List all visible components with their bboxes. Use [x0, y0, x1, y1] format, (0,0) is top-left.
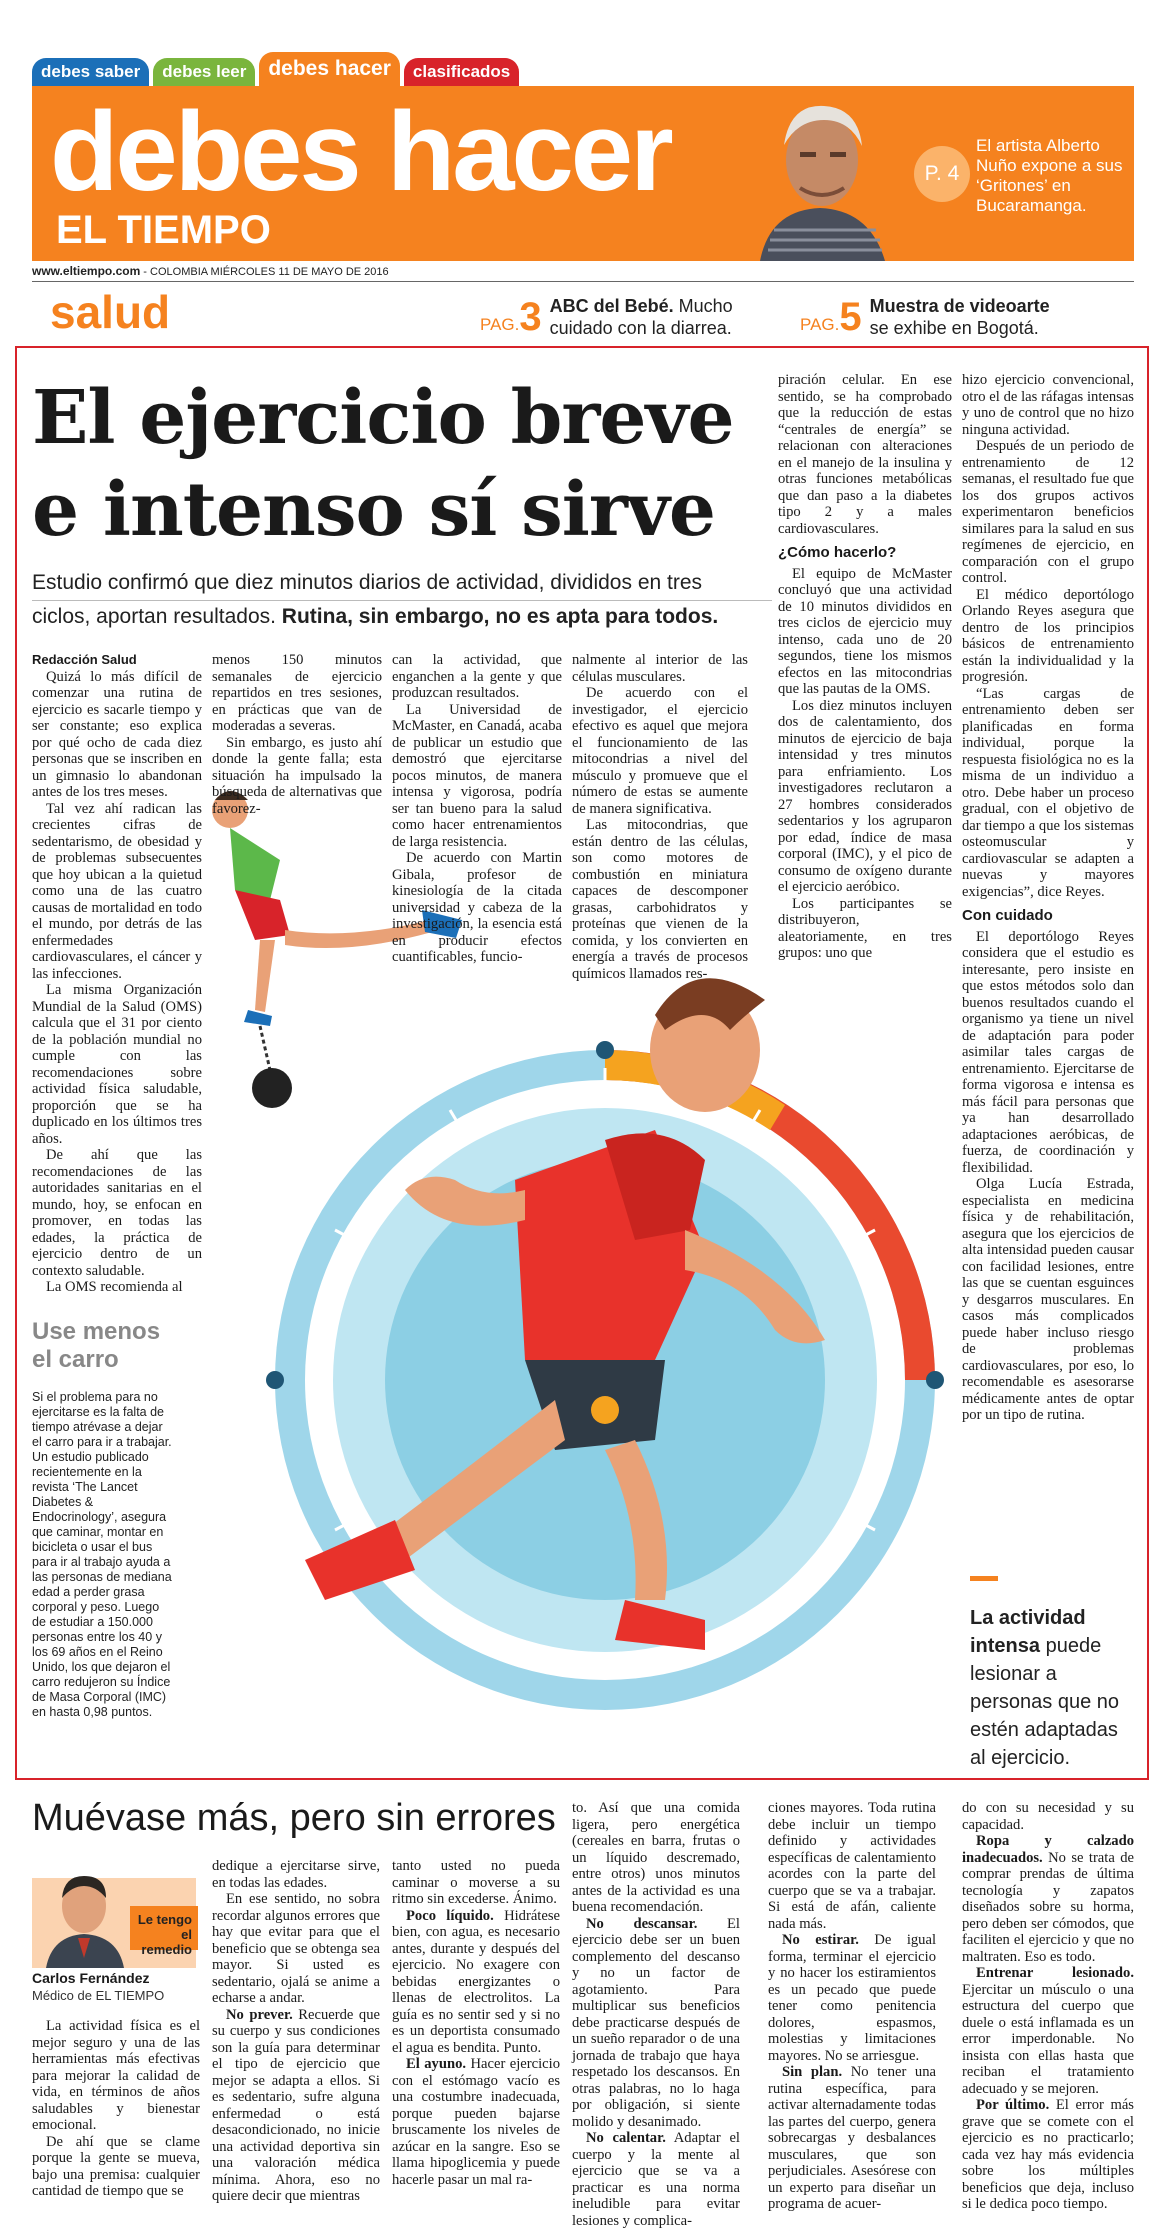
masthead-title: debes hacer	[50, 89, 671, 214]
article-column-1: Redacción Salud Quizá lo más difícil de comenzar una rutina de ejercicio es sacarle tiempo y ser constante; eso explica por qué ocho de cada diez personas que se inscriben en un gimnasio lo abandonan antes de los tres meses. Tal vez ahí radican las crecientes cifras de sedentarismo, de obesidad y de problemas subsecuentes que hoy ubican a la quietud como una de las cuatro causas de mortalidad en todo el mundo, por detrás de las enfermedades cardiovasculares, el cáncer y las infecciones. La misma Organización Mundial de la Salud (OMS) calcula que el 31 por ciento de la población mundial no cumple con las recomendaciones sobre actividad física saludable, proporción que se ha duplicado en los últimos tres años. De ahí que las recomendaciones de las autoridades sanitarias en el mundo, hoy, se enfocan en promover, en todas las edades, la práctica de ejercicio dentro de un contexto saludable. La OMS recomienda al	[32, 652, 202, 1295]
site-url[interactable]: www.eltiempo.com	[32, 264, 141, 278]
tab-debes-saber[interactable]: debes saber	[32, 58, 149, 86]
pull-quote-bar	[970, 1576, 998, 1581]
article-column-5: piración celular. En ese sentido, se ha comprobado que la reducción de estas “centrales de energía” se relacionan con alteraciones en el manejo de la insulina y otras funciones metabólicas que dan paso a la diabetes tipo 2 y a males cardiovasculares. ¿Cómo hacerlo? El equipo de McMaster concluyó que una actividad de 10 minutos divididos en tres ciclos de ejercicio muy intenso, cada uno de 20 segundos, tiene los mismos efectos en las mitocondrias que las pautas de la OMS. Los diez minutos incluyen dos de calentamiento, dos minutos de ejercicio de baja intensidad y tres minutos para enfriamiento. Los investigadores reclutaron a 27 hombres considerados sedentarios y los agruparon por edad, índice de masa corporal (IMC), y el pico de consumo de oxígeno durante el ejercicio aeróbico. Los participantes se distribuyeron, aleatoriamente, en tres grupos: uno que	[778, 372, 952, 961]
site-dateline	[32, 264, 389, 278]
column-text-2: dedique a ejercitarse sirve, en todas las edades. En ese sentido, no sobra recordar algunos errores que hay que evitar para que el beneficio que se obtenga sea mayor. Si usted es sedentario, ojalá se anime a echarse a andar. No prever. Recuerde que su cuerpo y sus condiciones son la guía para determinar el tipo de ejercicio que mejor se adapta a ellos. Si es sedentario, sufre alguna enfermedad o está desacondicionado, no inicie una actividad deportiva sin una valoración médica mínima. Ahora, eso no quiere decir que mientras	[212, 1858, 380, 2204]
subhead-con-cuidado: Con cuidado	[962, 907, 1053, 924]
teaser-2-text: Muestra de videoarte se exhibe en Bogotá.	[869, 296, 1050, 338]
column-text-3: tanto usted no pueda caminar o moverse a su ritmo sin excederse. Ánimo. Poco líquido. Hidrátese bien, con agua, es necesario antes, durante y después del ejercicio. No exagere con bebidas energizantes o llenas de electrolitos. La guía es no sentir sed y si no es un deportista consumado el agua es bendita. Punto. El ayuno. Hacer ejercicio con el estómago vacío es una costumbre inadecuada, porque pueden bajarse bruscamente los niveles de azúcar en la sangre. Eso se llama hipoglicemia y puede hacerle pasar un mal ra-	[392, 1858, 561, 2188]
teaser-1[interactable]	[480, 295, 733, 340]
column-text-5: ciones mayores. Toda rutina debe incluir un tiempo definido y actividades específicas de calentamiento acordes con la parte del cuerpo que se va a trabajar. Si está de afán, caliente nada más. No estirar. De igual forma, terminar el ejercicio y no hacer los estiramientos es un pecado que puede tener como penitencia dolores, espasmos, molestias y limitaciones mayores. No se arriesgue. Sin plan. No tener una rutina específica, para activar alternadamente todas las partes del cuerpo, genera sobrecargas y desbalances musculares, que son perjudiciales. Asesórese con un experto para diseñar un programa de acuer-	[768, 1800, 936, 2212]
column-badge: Le tengo el remedio	[130, 1906, 198, 1950]
section-title: salud	[50, 286, 171, 338]
teaser-2[interactable]	[800, 295, 1050, 340]
article-column-3: can la actividad, que enganchen a la gente y que produzcan resultados. La Universidad de McMaster, en Canadá, acaba de publicar un estudio que demostró que ejercitarse pocos minutos, de manera intensa y vigorosa, podría ser tan bueno para la salud como hacer entrenamientos de larga resistencia. De acuerdo con Martin Gibala, profesor de kinesiología de la citada universidad y cabeza de la investigación, la esencia está en producir efectos cuantificables, funcio-	[392, 652, 562, 965]
column-headline: Muévase más, pero sin errores	[32, 1797, 556, 1839]
deck-rule	[32, 600, 772, 601]
section-tabs	[32, 52, 519, 86]
tab-clasificados[interactable]: clasificados	[404, 58, 519, 86]
header-rule	[32, 281, 1134, 282]
article-deck: Estudio confirmó que diez minutos diarios de actividad, divididos en tres ciclos, aportan resultados. Rutina, sin embargo, no es apta para todos.	[32, 571, 719, 628]
masthead-subtitle: EL TIEMPO	[56, 208, 271, 252]
column-text-4: to. Así que una comida ligera, pero energética (cereales en barra, frutas o un líquido descremado, entre otros) unos minutos antes de la actividad es una buena recomendación. No descansar. El ejercicio debe ser un buen complemento del descanso y no un factor de agotamiento. Para multiplicar sus beneficios debe practicarse después de un sueño reparador o de una jornada de trabajo que haya respetado los descansos. En otras palabras, no lo haga por obligación, si siente molido y desanimado. No calentar. Adaptar el cuerpo y la mente al ejercicio que se va a practicar es una norma ineludible para evitar lesiones y complica-	[572, 1800, 740, 2229]
article-column-4: nalmente al interior de las células musculares. De acuerdo con el investigador, el ejercicio efectivo es aquel que mejora el funcionamiento de las mitocondrias a nivel del músculo y promueve que el número de estas se aumente de manera significativa. Las mitocondrias, que están dentro de las células, son como motores de combustión en miniatura capaces de descomponer grasas, carbohidratos y proteínas que vienen de la comida, y los convierten en energía a través de procesos químicos llamados res-	[572, 652, 748, 982]
sidebar-text: Si el problema para no ejercitarse es la falta de tiempo atrévase a dejar el carro para ir a trabajar. Un estudio publicado recientemente en la revista ‘The Lancet Diabetes & Endocrinology’, asegura que caminar, montar en bicicleta o usar el bus para ir al trabajo ayuda a las personas de mediana edad a perder grasa corporal y peso. Luego de estudiar a 150.000 personas entre los 40 y los 69 años en el Reino Unido, los que dejaron el carro redujeron su Índice de Masa Corporal (IMC) en hasta 0,98 puntos.	[32, 1390, 172, 1719]
dateline: - COLOMBIA MIÉRCOLES 11 DE MAYO DE 2016	[140, 266, 389, 278]
promo-page-badge[interactable]: P. 4	[914, 146, 970, 202]
article-column-2: menos 150 minutos semanales de ejercicio repartidos en tres sesiones, en prácticas que van de moderadas a severas. Sin embargo, es justo ahí donde la gente falla; esta situación ha impulsado la búsqueda de alternativas que favorez-	[212, 652, 382, 817]
column-text-6: do con su necesidad y su capacidad. Ropa y calzado inadecuados. No se trata de comprar prendas de última tecnología y zapatos diseñados sobre su horma, pero deben ser cómodos, que faciliten el ejercicio y que no maltraten. Eso es todo. Entrenar lesionado. Ejercitar un músculo o una estructura del cuerpo que duele o está inflamada es un error imperdonable. No insista con ellas hasta que reciban el tratamiento adecuado y se mejoren. Por último. El error más grave que se comete con el ejercicio es no practicarlo; cada vez hay más evidencia sobre los múltiples beneficios que deja, incluso si le dedica poco tiempo.	[962, 1800, 1134, 2212]
subhead-como-hacerlo: ¿Cómo hacerlo?	[778, 544, 897, 561]
promo-text[interactable]: El artista Alberto Nuño expone a sus ‘Gritones’ en Bucaramanga.	[976, 136, 1123, 215]
teaser-2-page: PAG.5	[800, 295, 862, 339]
sidebar-title: Use menos el carro	[32, 1318, 161, 1373]
columnist-role: Médico de EL TIEMPO	[32, 1988, 165, 2003]
tab-debes-hacer[interactable]: debes hacer	[259, 52, 400, 86]
article-headline: El ejercicio breve e intenso sí sirve	[32, 375, 734, 553]
article-column-6: hizo ejercicio convencional, otro el de las ráfagas intensas y uno de control que no hizo ninguna actividad. Después de un periodo de entrenamiento de 12 semanas, el resultado fue que los dos grupos activos experimentaron beneficios similares para la salud en sus regímenes de ejercicio, en comparación con el grupo control. El médico deportólogo Orlando Reyes asegura que dentro de los principios básicos de entrenamiento están la individualidad y la progresión. “Las cargas de entrenamiento deben ser planificadas en forma individual, porque la respuesta fisiológica no es la misma de un individuo a otro. Debe haber un proceso gradual, con el objetivo de dar tiempo a que los sistemas osteomuscular y cardiovascular se adapten a nuevas y mayores exigencias”, dice Reyes. Con cuidado El deportólogo Reyes considera que el estudio es interesante, pero insiste en que estos métodos solo dan buenos resultados cuando el organismo ya tiene un nivel de adaptación para poder asimilar tales cargas de entrenamiento. Ejercitarse de forma vigorosa e intensa es más fácil para personas que ya han desarrollado adaptaciones aeróbicas, de fuerza, de coordinación y flexibilidad. Olga Lucía Estrada, especialista en medicina física y de rehabilitación, asegura que los ejercicios de alta intensidad pueden causar con facilidad lesiones, entre las que se cuentan esguinces y desgarros musculares. En casos más complicados puede haber incluso riesgo de problemas cardiovasculares, por eso, lo recomendable es asesorarse médicamente antes de optar por un tipo de rutina.	[962, 372, 1134, 1423]
teaser-1-text: ABC del Bebé. Mucho cuidado con la diarrea.	[549, 296, 733, 338]
column-text-1: La actividad física es el mejor seguro y una de las herramientas más efectivas para mejorar la calidad de vida, en términos de años saludables y bienestar emocional. De ahí que se clame porque la gente se mueva, bajo una premisa: cualquier cantidad de tiempo que se	[32, 2018, 200, 2199]
artist-portrait	[740, 90, 900, 261]
pull-quote: La actividad intensa puede lesionar a personas que no estén adaptadas al ejercicio.	[970, 1607, 1120, 1769]
teaser-1-page: PAG.3	[480, 295, 542, 339]
columnist-name: Carlos Fernández	[32, 1970, 150, 1986]
byline: Redacción Salud	[32, 652, 137, 667]
tab-debes-leer[interactable]: debes leer	[153, 58, 255, 86]
